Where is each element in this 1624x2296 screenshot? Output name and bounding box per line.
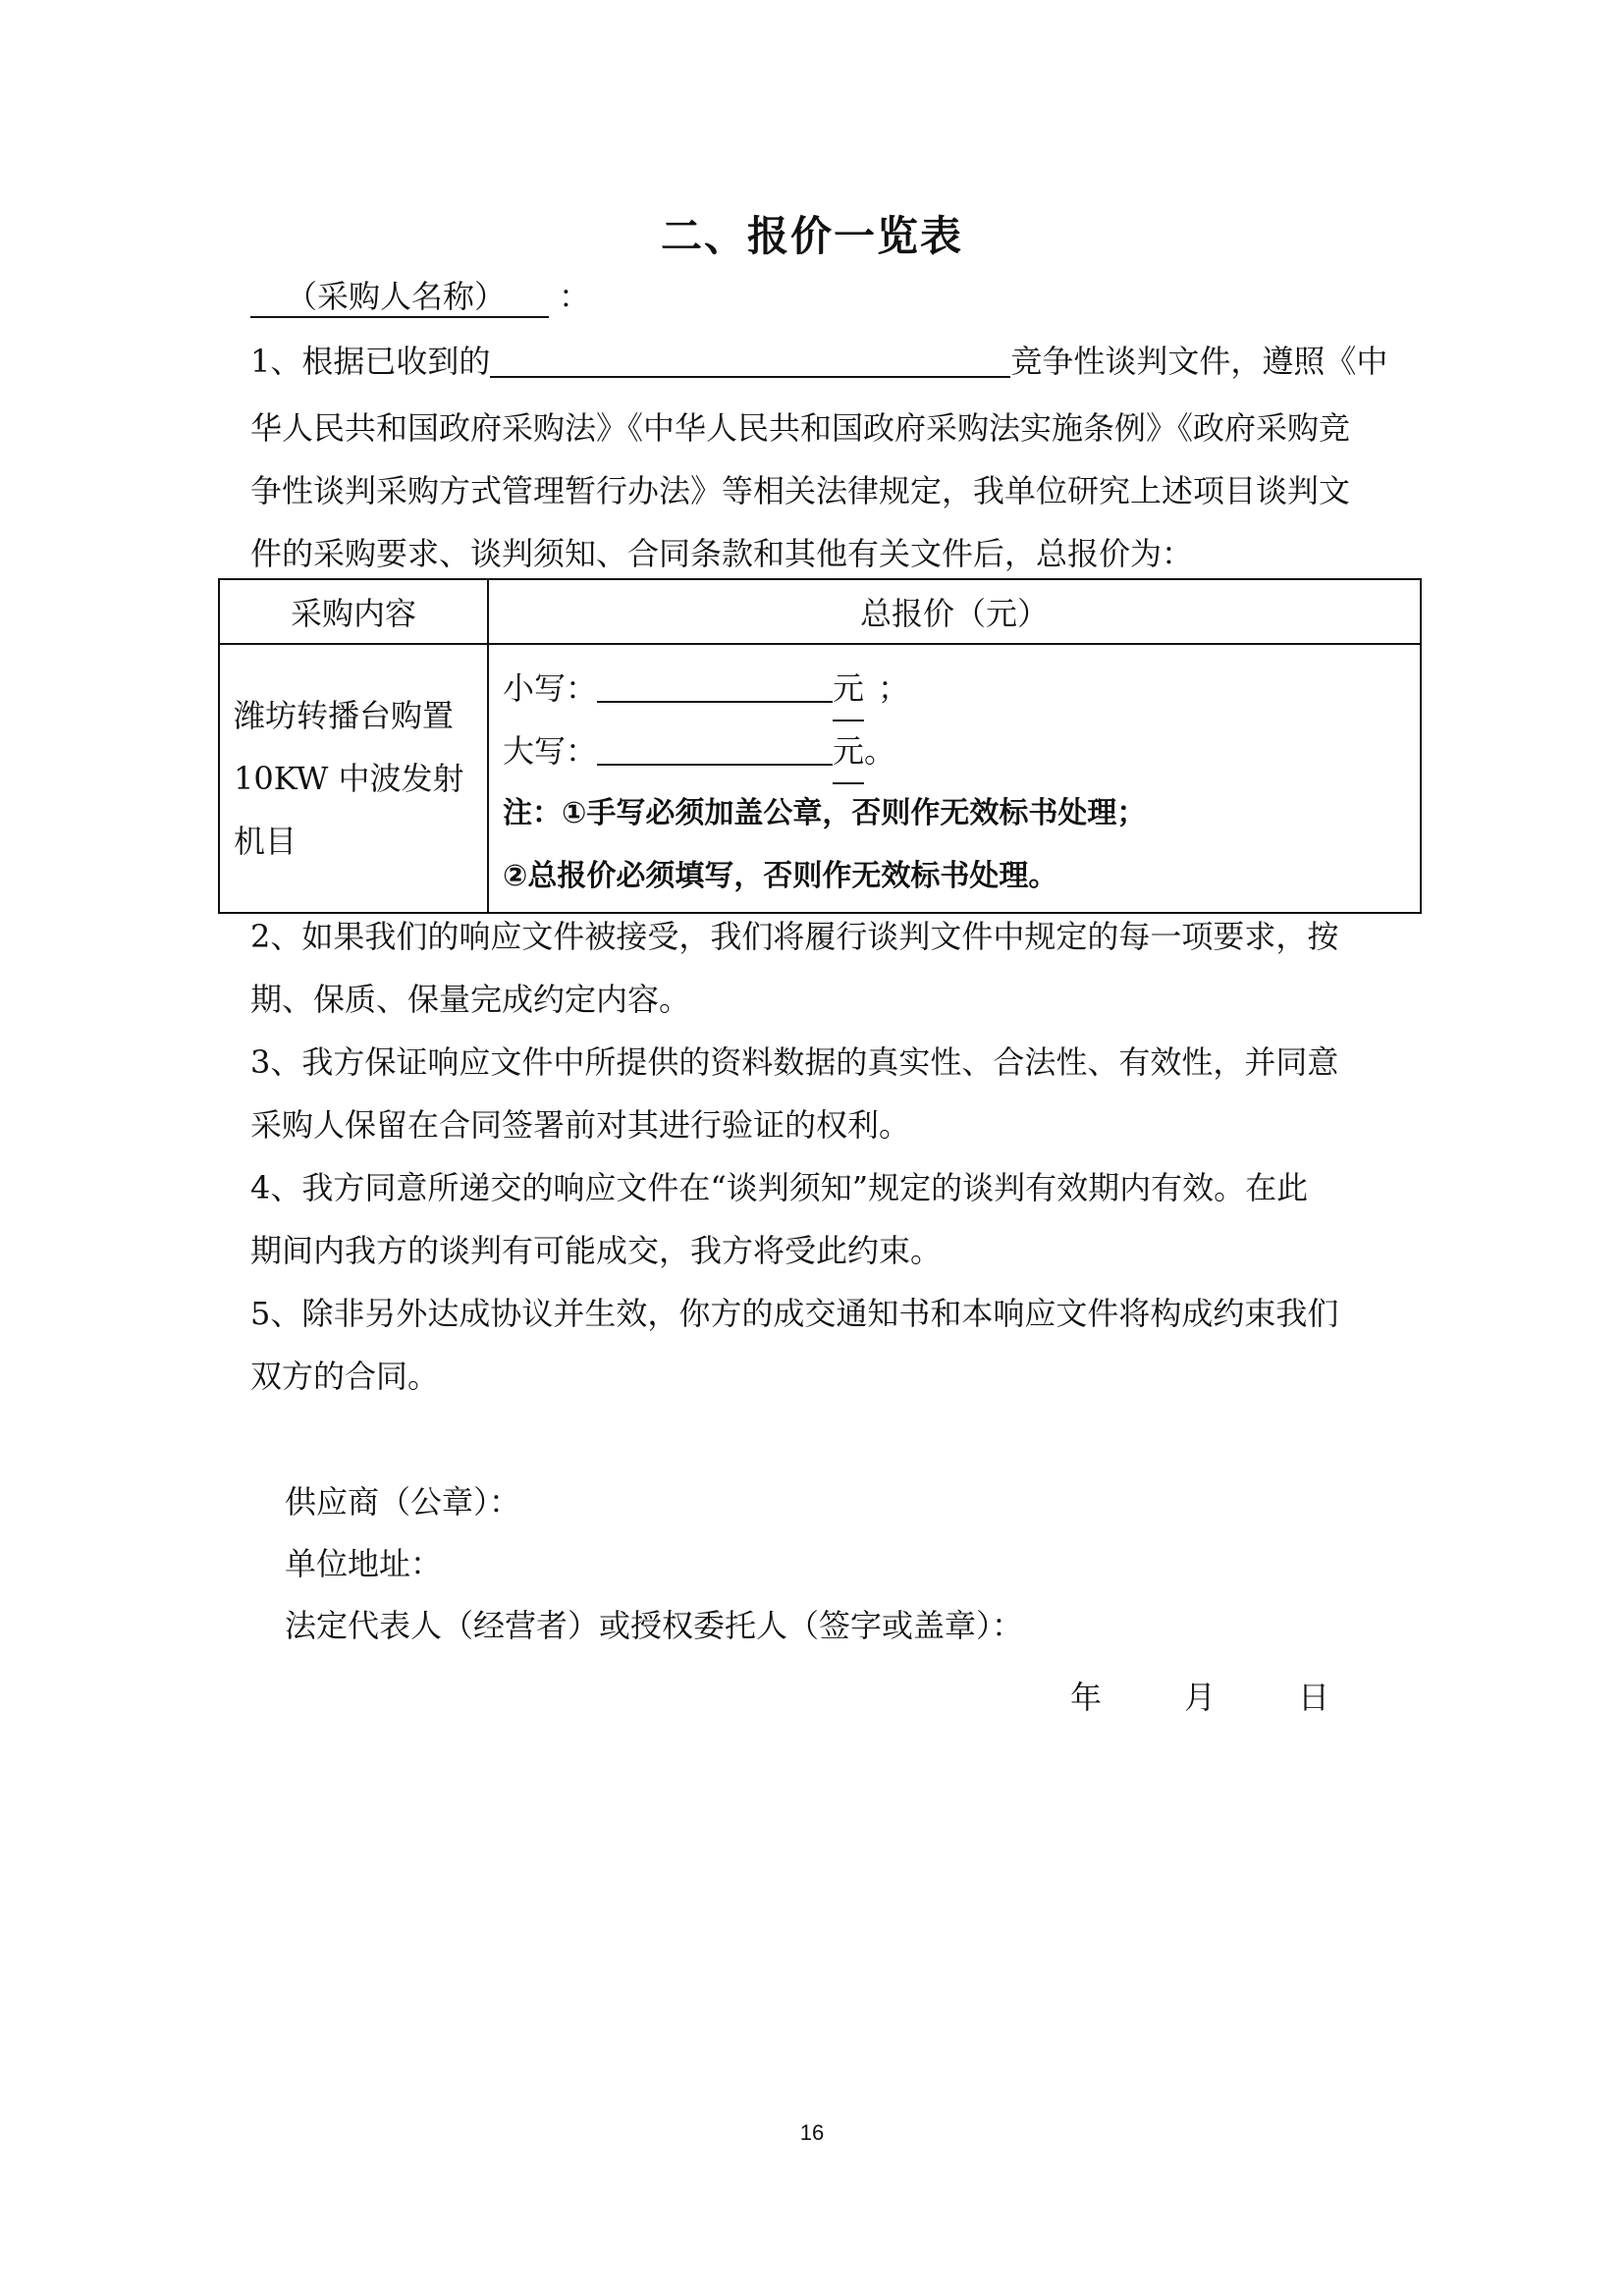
big-amount-unit: 元: [833, 720, 864, 784]
page-number: 16: [799, 2120, 825, 2145]
addressee-line: [250, 277, 590, 318]
clause-4-line: 4、我方同意所递交的响应文件在“谈判须知”规定的谈判有效期内有效。在此: [250, 1169, 1309, 1206]
clause-1-line: 件的采购要求、谈判须知、合同条款和其他有关文件后，总报价为：: [250, 535, 1194, 572]
big-amount-end: 。: [864, 732, 896, 770]
clause-1-line: 华人民共和国政府采购法》《中华人民共和国政府采购法实施条例》《政府采购竞: [250, 409, 1351, 447]
addressee-name: （采购人名称）: [250, 277, 549, 318]
date-line: [1070, 1673, 1412, 1718]
clause-1-body: [250, 397, 1389, 585]
header-purchase-content: 采购内容: [219, 579, 488, 644]
clause-1-first-line: [250, 342, 1387, 381]
price-cell: [488, 644, 1421, 913]
clause-1-line: 争性谈判采购方式管理暂行办法》等相关法律规定，我单位研究上述项目谈判文: [250, 472, 1351, 509]
item-line: 机目: [234, 823, 298, 860]
item-line: 10KW 中波发射: [234, 760, 464, 797]
small-amount-row: [503, 657, 1420, 720]
supplier-seal-label: 供应商（公章）：: [285, 1483, 521, 1521]
clause-4-line: 期间内我方的谈判有可能成交，我方将受此约束。: [250, 1232, 943, 1269]
clause-1-after-blank: 竞争性谈判文件，遵照《中: [1010, 343, 1388, 380]
small-amount-blank: [597, 666, 833, 703]
item-cell: [219, 644, 488, 913]
big-amount-row: [503, 720, 1420, 782]
small-amount-end: ；: [878, 669, 910, 707]
big-amount-label: 大写：: [503, 732, 598, 770]
representative-label: 法定代表人（经营者）或授权委托人（签字或盖章）：: [285, 1607, 1024, 1644]
note-2: ②总报价必须填写，否则作无效标书处理。: [503, 859, 1058, 893]
clause-2-line: 2、如果我们的响应文件被接受，我们将履行谈判文件中规定的每一项要求，按: [250, 918, 1339, 955]
date-year: 年: [1070, 1679, 1103, 1716]
quote-table: [218, 578, 1422, 914]
clause-2-line: 期、保质、保量完成约定内容。: [250, 981, 691, 1018]
clauses: [250, 905, 1389, 1408]
clause-3-line: 3、我方保证响应文件中所提供的资料数据的真实性、合法性、有效性，并同意: [250, 1043, 1339, 1081]
header-total-price: 总报价（元）: [488, 579, 1421, 644]
small-amount-unit: 元: [833, 657, 864, 721]
item-line: 潍坊转播台购置: [234, 697, 455, 734]
big-amount-blank: [597, 728, 833, 766]
address-label: 单位地址：: [285, 1545, 443, 1582]
clause-3-line: 采购人保留在合同签署前对其进行验证的权利。: [250, 1106, 911, 1144]
clause-5-line: 双方的合同。: [250, 1358, 440, 1395]
date-month: 月: [1184, 1679, 1217, 1716]
clause-1-prefix: 1、根据已收到的: [250, 343, 491, 380]
page-title: 二、报价一览表: [660, 212, 963, 260]
date-day: 日: [1298, 1679, 1330, 1716]
document-name-blank: [490, 343, 1010, 378]
small-amount-label: 小写：: [503, 669, 598, 707]
clause-5-line: 5、除非另外达成协议并生效，你方的成交通知书和本响应文件将构成约束我们: [250, 1295, 1339, 1332]
note-1: 注：①手写必须加盖公章，否则作无效标书处理；: [503, 796, 1147, 830]
addressee-suffix: ：: [559, 278, 591, 315]
